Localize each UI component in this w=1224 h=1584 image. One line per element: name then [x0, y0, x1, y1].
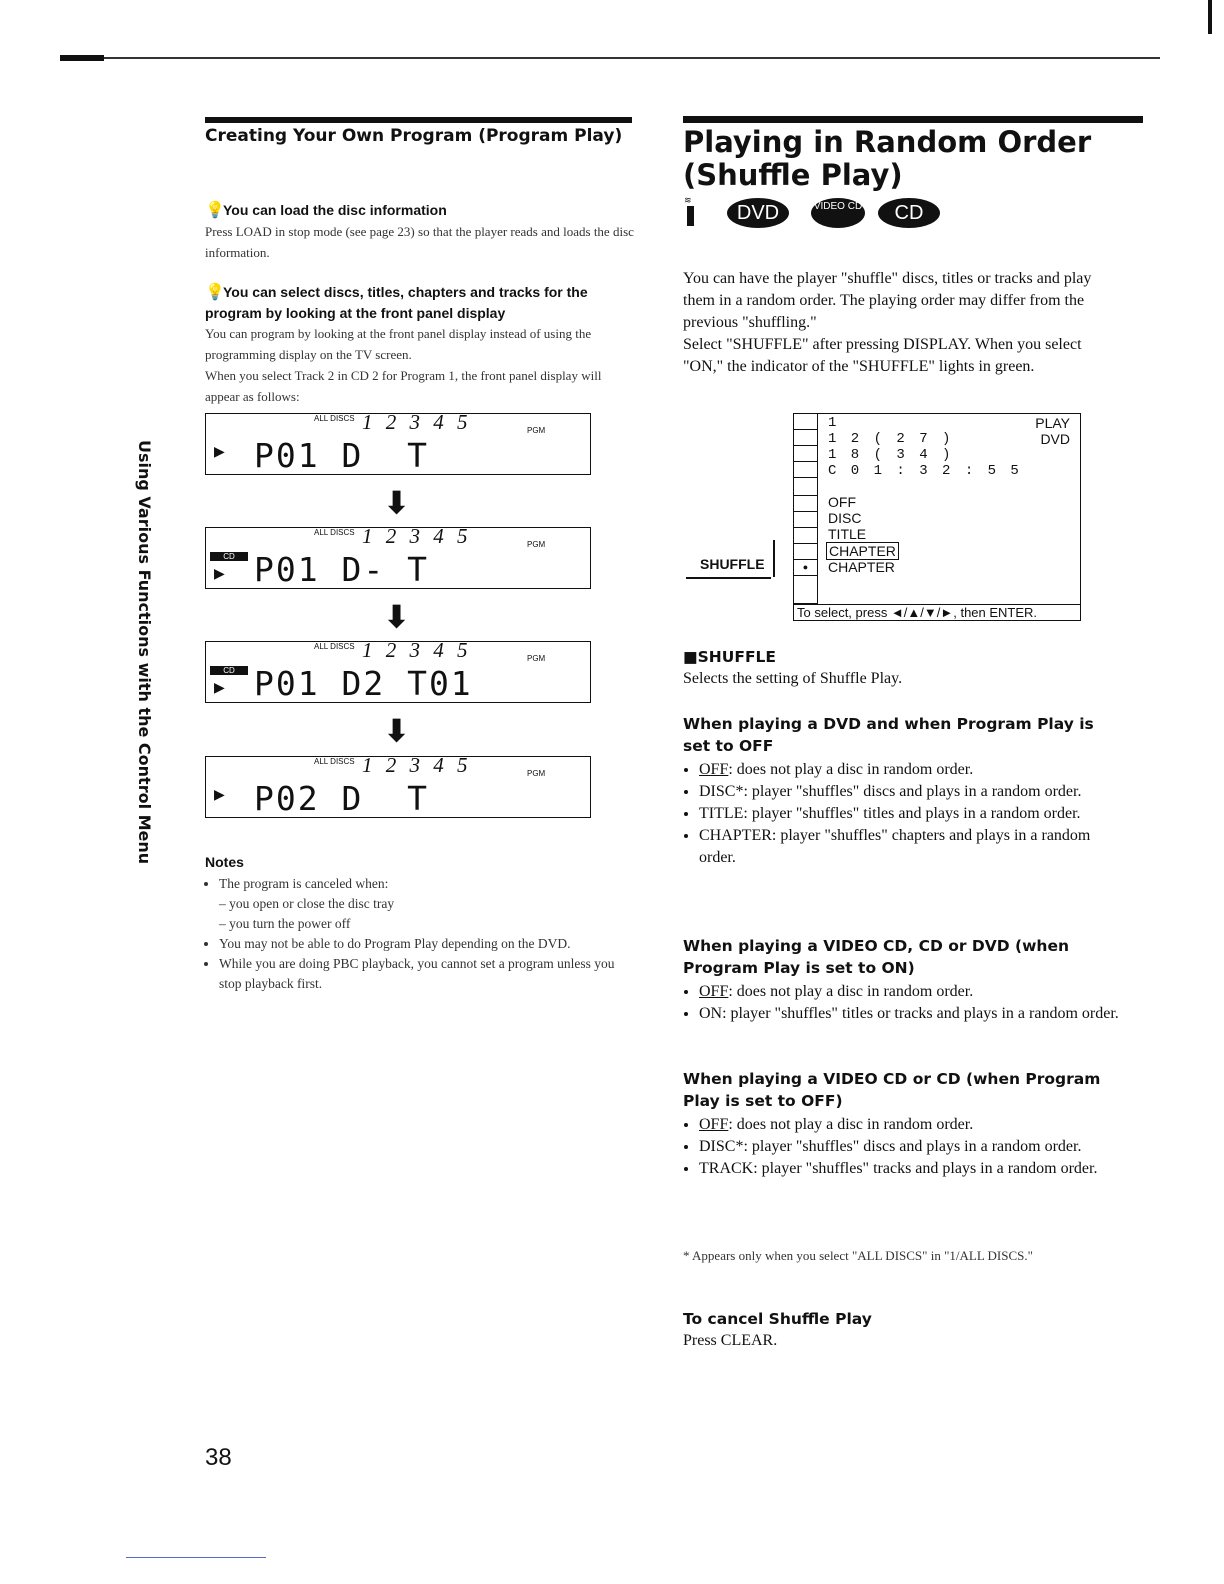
pgm-label: PGM: [527, 426, 546, 435]
scan-mark: [1208, 0, 1212, 34]
front-panel-display-3: [205, 638, 591, 703]
panel-readout: P02 D T: [254, 779, 429, 818]
down-arrow-icon: ⬇: [384, 487, 410, 520]
all-discs-label: ALL DISCS: [314, 757, 355, 766]
intro-paragraph-2: Select "SHUFFLE" after pressing DISPLAY. When you select "ON," the indicator of the "SHUFFLE" lights in green.: [683, 336, 1082, 375]
play-arrow-icon: ▶: [214, 567, 225, 582]
cancel-heading: To cancel Shuffle Play: [683, 1310, 872, 1328]
dvd-badge: DVD: [727, 198, 789, 228]
down-arrow-icon: ⬇: [384, 601, 410, 634]
left-heading-bar: [205, 117, 632, 123]
option-item: • OFF: does not play a disc in random order.: [699, 1114, 1123, 1136]
menu-icon-cell: [794, 512, 818, 528]
footnote: * Appears only when you select "ALL DISCS" in "1/ALL DISCS.": [683, 1248, 1033, 1263]
cd-badge: CD: [878, 198, 940, 228]
option-item: • OFF: does not play a disc in random order.: [699, 759, 1123, 781]
control-menu-display: [793, 413, 1081, 621]
osd-footer-hint: To select, press ◄/▲/▼/►, then ENTER.: [794, 604, 1080, 620]
osd-option-title[interactable]: TITLE: [828, 526, 867, 542]
section-dvd: [683, 713, 1123, 869]
osd-disc-type: DVD: [1040, 431, 1070, 447]
tip-select-body-2: When you select Track 2 in CD 2 for Program 1, the front panel display will appear as follows:: [205, 368, 602, 404]
cd-indicator: CD: [210, 666, 248, 675]
osd-play-status: PLAY: [1035, 415, 1070, 431]
menu-icon-cell: [794, 576, 818, 604]
option-item: • TRACK: player "shuffles" tracks and plays in a random order.: [699, 1158, 1123, 1180]
all-discs-label: ALL DISCS: [314, 528, 355, 537]
pgm-label: PGM: [527, 540, 546, 549]
panel-readout: P01 D2 T01: [254, 664, 473, 703]
menu-icon-cell: [794, 544, 818, 560]
shuffle-callout-label: SHUFFLE: [700, 556, 765, 572]
osd-disc: 1: [828, 415, 840, 431]
menu-icon-cell: [794, 478, 818, 496]
lightbulb-icon: 💡: [205, 202, 225, 219]
osd-time: C 0 1 : 3 2 : 5 5: [828, 463, 1022, 479]
option-item: • TITLE: player "shuffles" titles and plays in a random order.: [699, 803, 1123, 825]
page-title-line-1: Playing in Random Order: [683, 125, 1092, 159]
tip-select: [205, 282, 635, 407]
play-arrow-icon: ▶: [214, 445, 225, 460]
top-rule-blot: [60, 55, 104, 61]
option-item: • DISC*: player "shuffles" discs and plays in a random order.: [699, 1136, 1123, 1158]
front-panel-display-4: [205, 753, 591, 818]
cancel-section: [683, 1308, 1123, 1352]
osd-option-off[interactable]: OFF: [828, 494, 856, 510]
pgm-label: PGM: [527, 769, 546, 778]
tip-select-title: You can select discs, titles, chapters and tracks for the program by looking at the front panel display: [205, 284, 588, 321]
callout-underline: [686, 577, 771, 579]
panel-readout: P01 D T: [254, 436, 429, 475]
option-item: • ON: player "shuffles" titles or tracks and plays in a random order.: [699, 1003, 1123, 1025]
section-program-on: [683, 935, 1123, 1025]
osd-title: 1 2 ( 2 7 ): [828, 431, 954, 447]
section-heading: When playing a DVD and when Program Play is set to OFF: [683, 715, 1094, 755]
shuffle-description: Selects the setting of Shuffle Play.: [683, 670, 903, 687]
tip-select-body-1: You can program by looking at the front panel display instead of using the programming display on the TV screen.: [205, 326, 592, 362]
lightbulb-icon: 💡: [205, 284, 225, 301]
menu-icon-cell: [794, 446, 818, 462]
page-title-line-2: (Shuffle Play): [683, 158, 903, 192]
note-item: • While you are doing PBC playback, you cannot set a program unless you stop playback first.: [219, 954, 635, 994]
all-discs-label: ALL DISCS: [314, 414, 355, 423]
osd-chapter: 1 8 ( 3 4 ): [828, 447, 954, 463]
callout-bracket: [773, 540, 775, 577]
section-heading: When playing a VIDEO CD or CD (when Program Play is set to OFF): [683, 1070, 1101, 1110]
note-subitem: – you turn the power off: [219, 916, 351, 931]
disc-numbers: 1 2 3 4 5: [362, 524, 472, 548]
cd-indicator: CD: [210, 552, 248, 561]
video-cd-badge: VIDEO CD: [811, 198, 865, 228]
tip-load: [205, 200, 635, 263]
pgm-label: PGM: [527, 654, 546, 663]
osd-option-disc[interactable]: DISC: [828, 510, 862, 526]
menu-icon-cell: [794, 462, 818, 478]
note-item: • The program is canceled when:: [219, 874, 635, 894]
selected-icon-cell: ●: [794, 560, 818, 576]
remote-icon: ≋: [683, 196, 697, 226]
front-panel-display-2: [205, 524, 591, 589]
shuffle-heading: ■SHUFFLE: [683, 648, 777, 666]
tip-load-title: You can load the disc information: [223, 202, 447, 218]
note-item: • You may not be able to do Program Play depending on the DVD.: [219, 934, 635, 954]
option-item: • CHAPTER: player "shuffles" chapters and plays in a random order.: [699, 825, 1123, 869]
osd-option-chapter[interactable]: CHAPTER: [826, 542, 899, 560]
option-item: • DISC*: player "shuffles" discs and plays in a random order.: [699, 781, 1123, 803]
intro-paragraph: You can have the player "shuffle" discs, titles or tracks and play them in a random order. The playing order may differ from the previous "shuffling.": [683, 270, 1092, 331]
left-heading: Creating Your Own Program (Program Play): [205, 126, 623, 146]
play-arrow-icon: ▶: [214, 788, 225, 803]
notes-list: [205, 874, 635, 994]
panel-readout: P01 D- T: [254, 550, 429, 589]
osd-current-setting: CHAPTER: [828, 559, 895, 575]
top-rule: [60, 57, 1160, 59]
menu-icon-cell: [794, 496, 818, 512]
front-panel-display-1: [205, 410, 591, 475]
side-tab-label: Using Various Functions with the Control Menu: [135, 440, 154, 865]
disc-numbers: 1 2 3 4 5: [362, 753, 472, 777]
shuffle-setting: [683, 646, 1123, 690]
right-heading-bar: [683, 116, 1143, 123]
page-number: 38: [205, 1444, 232, 1471]
note-subitem: – you open or close the disc tray: [219, 896, 395, 911]
disc-numbers: 1 2 3 4 5: [362, 410, 472, 434]
section-vcd-cd: [683, 1068, 1123, 1180]
cancel-body: Press CLEAR.: [683, 1332, 778, 1349]
menu-icon-cell: [794, 528, 818, 544]
down-arrow-icon: ⬇: [384, 715, 410, 748]
bottom-rule: [126, 1557, 266, 1558]
intro-text: [683, 268, 1113, 378]
section-heading: When playing a VIDEO CD, CD or DVD (when Program Play is set to ON): [683, 937, 1070, 977]
menu-icon-cell: [794, 414, 818, 430]
menu-icon-cell: [794, 430, 818, 446]
option-item: • OFF: does not play a disc in random order.: [699, 981, 1123, 1003]
tip-load-body: Press LOAD in stop mode (see page 23) so that the player reads and loads the disc information.: [205, 224, 634, 260]
side-tab: [128, 440, 158, 865]
notes-title: Notes: [205, 854, 244, 870]
disc-numbers: 1 2 3 4 5: [362, 638, 472, 662]
shuffle-callout: [700, 556, 765, 572]
page-title: [683, 126, 1153, 192]
play-arrow-icon: ▶: [214, 681, 225, 696]
all-discs-label: ALL DISCS: [314, 642, 355, 651]
